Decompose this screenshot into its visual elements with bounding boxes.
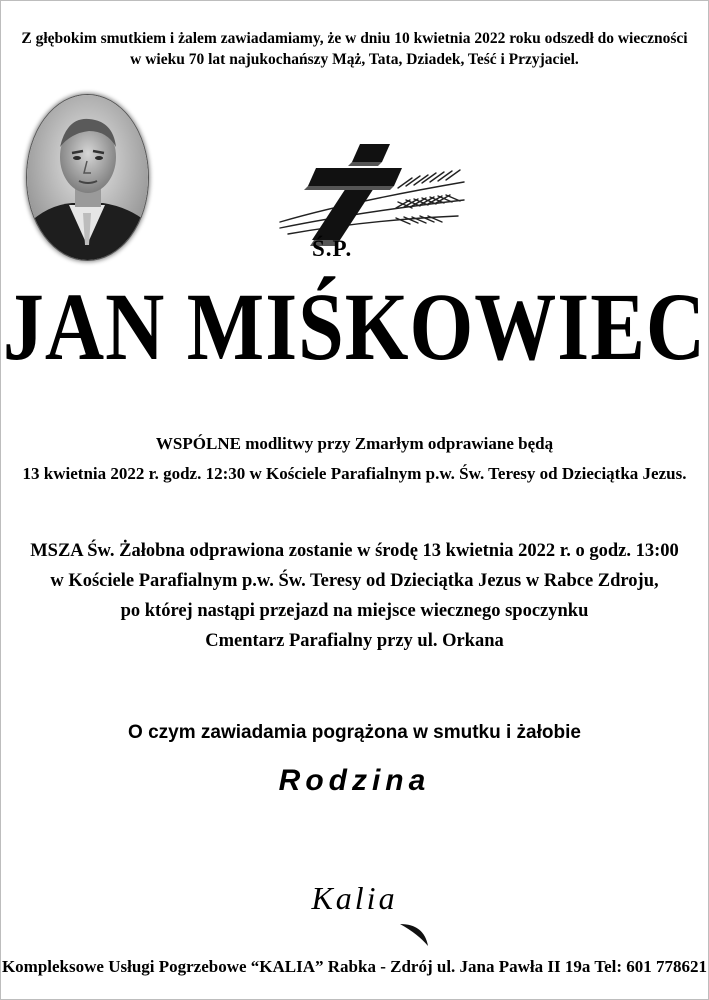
mass-line: w Kościele Parafialnym p.w. Św. Teresy od Dzieciątka Jezus w Rabce Zdroju,	[50, 571, 659, 591]
kalia-logo-text: Kalia	[311, 880, 398, 916]
family-signature: Rodzina	[278, 764, 431, 797]
closing-text: O czym zawiadamia pogrążona w smutku i żałobie	[128, 722, 581, 743]
portrait-illustration	[27, 95, 148, 260]
intro-line: Z głębokim smutkiem i żalem zawiadamiamy, że w dniu 10 kwietnia 2022 roku odszedł do wieczności	[21, 30, 688, 47]
mass-line: Cmentarz Parafialny przy ul. Orkana	[205, 631, 504, 651]
prayer-line: WSPÓLNE modlitwy przy Zmarłym odprawiane będą	[155, 434, 554, 453]
logo-swoosh-icon	[398, 920, 434, 950]
prayer-line: 13 kwietnia 2022 r. godz. 12:30 w Kościele Parafialnym p.w. Św. Teresy od Dzieciątka Jezus.	[22, 464, 687, 483]
mass-line: MSZA Św. Żałobna odprawiona zostanie w środę 13 kwietnia 2022 r. o godz. 13:00	[30, 541, 679, 561]
intro-text	[10, 28, 699, 70]
footer-company-info: Kompleksowe Usługi Pogrzebowe “KALIA” Rabka - Zdrój ul. Jana Pawła II 19a Tel: 601 778621	[1, 957, 708, 976]
deceased-name: JAN MIŚKOWIEC	[2, 272, 707, 381]
portrait-photo	[27, 95, 148, 260]
intro-line: w wieku 70 lat najukochańszy Mąż, Tata, Dziadek, Teść i Przyjaciel.	[130, 51, 579, 68]
mass-info	[0, 536, 709, 656]
cross-with-wheat-icon	[278, 142, 468, 274]
title-prefix: Ś.P.	[312, 236, 353, 261]
mass-line: po której nastąpi przejazd na miejsce wiecznego spoczynku	[120, 601, 589, 621]
prayer-info	[0, 429, 709, 489]
